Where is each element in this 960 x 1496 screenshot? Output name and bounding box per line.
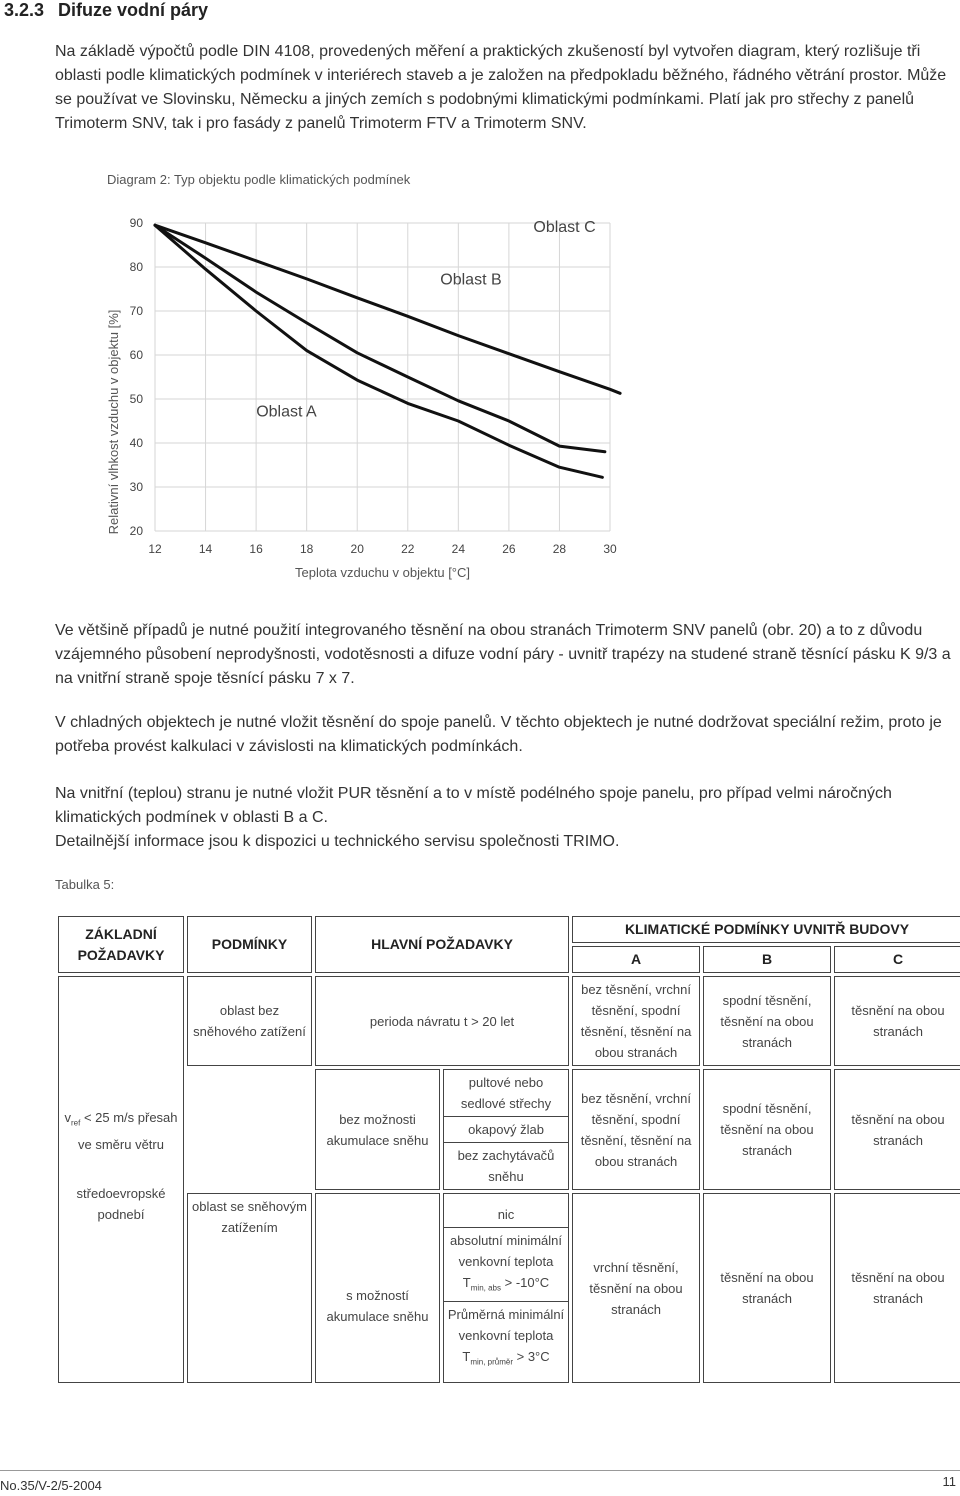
r1-main: perioda návratu t > 20 let [315, 976, 569, 1066]
r3-b: těsnění na obou stranách [703, 1193, 831, 1383]
region-label: Oblast A [256, 403, 317, 421]
sealing-paragraph: Ve většině případů je nutné použití integrovaného těsnění na obou stranách Trimoterm SNV panelů (obr. 20) a to z důvodu vzájemného působení neprodyšnosti, vodotěsnosti a difuze vodní páry - uvnitř trapézy na studené straně těsnící pásku K 9/3 a na vnitřní straně spoje těsnící pásku 7 x 7. [55, 622, 951, 687]
y-tick-label: 90 [129, 216, 143, 230]
table-caption: Tabulka 5: [55, 877, 115, 892]
y-tick-label: 80 [129, 260, 143, 274]
header-class-c: C [834, 946, 960, 973]
r2-condition-empty [187, 1069, 312, 1190]
x-tick-label: 24 [451, 542, 466, 556]
r1-condition: oblast bez sněhového zatížení [187, 976, 312, 1066]
header-class-a: A [572, 946, 700, 973]
r2-sub3: bez zachytávačů sněhu [444, 1142, 568, 1189]
y-tick-label: 40 [129, 436, 143, 450]
x-tick-label: 22 [401, 542, 415, 556]
x-tick-label: 12 [148, 542, 162, 556]
basic-requirements-cell [58, 976, 184, 1383]
header-climate-conditions: KLIMATICKÉ PODMÍNKY UVNITŘ BUDOVY [572, 916, 960, 943]
r3-sub3: Průměrná minimální venkovní teplota $T_{min, průměr} > 3^\circ C$ [444, 1301, 568, 1375]
r2-b: spodní těsnění, těsnění na obou stranách [703, 1069, 831, 1190]
r3-main: s možností akumulace sněhu [315, 1193, 440, 1383]
y-tick-label: 60 [129, 348, 143, 362]
x-tick-label: 28 [552, 542, 567, 556]
region-label: Oblast C [533, 218, 596, 236]
section-heading [4, 0, 208, 21]
section-title: Difuze vodní páry [58, 0, 209, 20]
info-paragraph: Detailnější informace jsou k dispozici u technického servisu společnosti TRIMO. [55, 833, 620, 850]
y-tick-label: 30 [129, 480, 143, 494]
header-basic-requirements: ZÁKLADNÍ POŽADAVKY [58, 916, 184, 973]
cold-objects-paragraph: V chladných objektech je nutné vložit těsnění do spoje panelů. V těchto objektech je nutné dodržovat speciální režim, proto je potřeba provést kalkulaci v závislosti na klimatických podmínkách. [55, 714, 942, 755]
y-tick-label: 70 [129, 304, 143, 318]
footer-document-number: No.35/V-2/5-2004 [0, 1478, 102, 1493]
r3-sub2: absolutní minimální venkovní teplota $T_{min, abs} > -10^\circ C$ [444, 1227, 568, 1301]
y-tick-label: 20 [129, 524, 143, 538]
footer-divider [0, 1470, 960, 1471]
r2-sub2: okapový žlab [444, 1116, 568, 1142]
humidity-temperature-diagram [100, 195, 660, 585]
boundary-curve-3 [155, 225, 602, 477]
y-axis-label: Relativní vlhkost vzduchu v objektu [%] [106, 309, 121, 535]
wind-speed-text: $v_{ref} < 25$ m/s přesah ve směru větru [64, 1110, 178, 1152]
footer-page-number: 11 [942, 1474, 956, 1489]
r3-sub [443, 1193, 569, 1383]
r3-sub1: nic [497, 1206, 515, 1222]
x-axis-label: Teplota vzduchu v objektu [°C] [294, 565, 471, 580]
intro-paragraph: Na základě výpočtů podle DIN 4108, provedených měření a praktických zkušeností byl vytvořen diagram, který rozlišuje tři oblasti podle klimatických podmínek v interiérech staveb a je založen na předpokladu běžného, řádného větrání prostor. Může se používat ve Slovinsku, Německu a jiných zemích s podobnými klimatickými podmínkami. Platí jak pro střechy z panelů Trimoterm SNV, tak i pro fasády z panelů Trimoterm FTV a Trimoterm SNV. [55, 43, 947, 132]
y-tick-label: 50 [129, 392, 143, 406]
diagram-title: Diagram 2: Typ objektu podle klimatických podmínek [107, 172, 411, 187]
r3-c: těsnění na obou stranách [834, 1193, 960, 1383]
requirements-table [55, 913, 960, 1386]
x-tick-label: 18 [299, 542, 314, 556]
r1-a: bez těsnění, vrchní těsnění, spodní těsnění, těsnění na obou stranách [572, 976, 700, 1066]
pur-paragraph: Na vnitřní (teplou) stranu je nutné vložit PUR těsnění a to v místě podélného spoje panelu, pro případ velmi náročných klimatických podmínek v oblasti B a C. [55, 785, 892, 826]
x-tick-label: 16 [249, 542, 263, 556]
r2-a: bez těsnění, vrchní těsnění, spodní těsnění, těsnění na obou stranách [572, 1069, 700, 1190]
r1-c: těsnění na obou stranách [834, 976, 960, 1066]
x-tick-label: 30 [603, 542, 617, 556]
r3-a: vrchní těsnění, těsnění na obou stranách [572, 1193, 700, 1383]
section-number: 3.2.3 [4, 0, 45, 20]
boundary-curve-2 [155, 225, 605, 452]
r3-condition: oblast se sněhovým zatížením [187, 1193, 312, 1383]
x-tick-label: 26 [502, 542, 516, 556]
r2-main: bez možnosti akumulace sněhu [315, 1069, 440, 1190]
header-class-b: B [703, 946, 831, 973]
x-tick-label: 14 [198, 542, 213, 556]
climate-text: středoevropské podnebí [76, 1185, 166, 1222]
r2-sub [443, 1069, 569, 1190]
r2-c: těsnění na obou stranách [834, 1069, 960, 1190]
header-main-requirements: HLAVNÍ POŽADAVKY [315, 916, 569, 973]
r1-b: spodní těsnění, těsnění na obou stranách [703, 976, 831, 1066]
x-tick-label: 20 [350, 542, 364, 556]
r2-sub1: pultové nebo sedlové střechy [460, 1075, 552, 1111]
header-conditions: PODMÍNKY [187, 916, 312, 973]
region-label: Oblast B [440, 271, 502, 289]
